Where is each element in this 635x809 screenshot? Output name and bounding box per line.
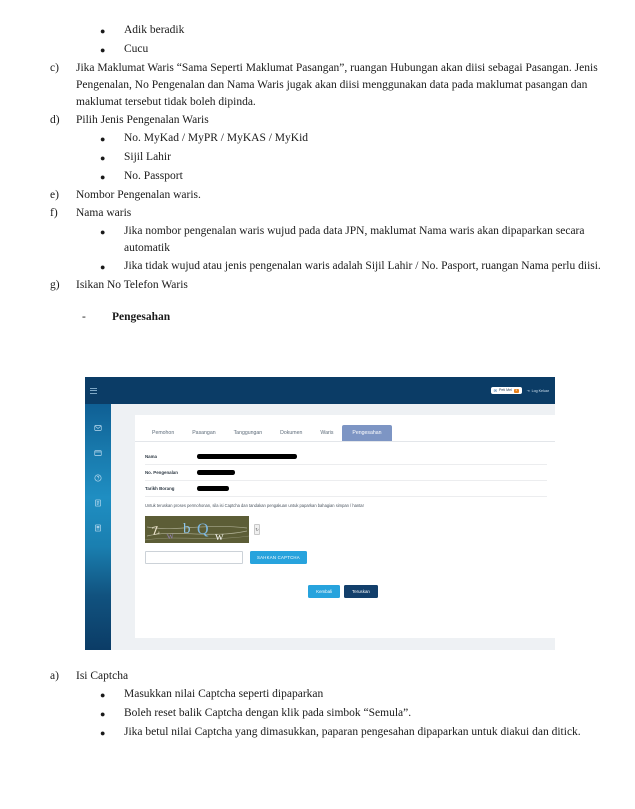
list-item bbox=[34, 60, 601, 111]
document-list-bottom-wrap bbox=[0, 668, 635, 743]
list-item-text: Nama waris bbox=[76, 207, 132, 219]
list-item-text: Pengesahan bbox=[112, 311, 171, 323]
svg-text:w: w bbox=[215, 529, 224, 543]
app-main-area bbox=[111, 404, 555, 650]
list-item bbox=[34, 277, 601, 294]
captcha-row bbox=[145, 516, 555, 543]
list-marker: ● bbox=[100, 690, 106, 700]
field-value-redacted bbox=[197, 486, 229, 491]
list-marker: e) bbox=[50, 189, 59, 201]
list-item-text: Isikan No Telefon Waris bbox=[76, 279, 188, 291]
list-marker: c) bbox=[50, 62, 59, 74]
table-row bbox=[145, 481, 547, 497]
svg-text:w: w bbox=[166, 530, 175, 542]
list-item bbox=[34, 187, 601, 204]
tab-pengesahan[interactable]: Pengesahan bbox=[342, 425, 391, 441]
topbar-actions bbox=[491, 387, 551, 394]
list-item bbox=[34, 205, 601, 222]
list-marker: ● bbox=[100, 172, 106, 182]
field-label: No. Pengenalan bbox=[145, 470, 178, 475]
list-item-text: Pilih Jenis Pengenalan Waris bbox=[76, 114, 209, 126]
list-item bbox=[34, 724, 601, 742]
list-item bbox=[34, 668, 601, 685]
mail-button[interactable] bbox=[491, 387, 522, 394]
list-item-text: Isi Captcha bbox=[76, 670, 129, 682]
list-item-text: Jika Maklumat Waris “Sama Seperti Maklumat Pasangan”, ruangan Hubungan akan diisi sebagai Pasangan. Jenis Pengenalan, No Pengenalan dan Nama Waris jugak akan diisi menggunakan data pada maklumat pasangan dan maklumat tersebut tidak boleh dipinda. bbox=[76, 62, 598, 108]
table-row bbox=[145, 449, 547, 465]
list-item bbox=[34, 309, 601, 326]
tab-tanggungan[interactable]: Tanggungan bbox=[233, 430, 263, 436]
svg-text:b: b bbox=[183, 521, 191, 537]
list-item bbox=[34, 223, 601, 257]
captcha-input-row bbox=[145, 551, 555, 564]
list-marker: ● bbox=[100, 26, 106, 36]
captcha-input[interactable] bbox=[145, 551, 243, 564]
app-sidebar bbox=[85, 404, 111, 650]
mail-badge: 1 bbox=[515, 388, 518, 392]
list-item bbox=[34, 130, 601, 148]
spacer bbox=[34, 295, 601, 309]
list-marker: ● bbox=[100, 709, 106, 719]
list-item bbox=[34, 112, 601, 129]
list-item-text: No. Passport bbox=[124, 170, 183, 182]
list-marker: ● bbox=[100, 153, 106, 163]
list-item-text: Cucu bbox=[124, 43, 149, 55]
tab-pasangan[interactable]: Pasangan bbox=[192, 430, 216, 436]
summary-table bbox=[135, 442, 555, 497]
list-marker: ● bbox=[100, 227, 106, 237]
list-marker: ● bbox=[100, 45, 106, 55]
list-item bbox=[34, 686, 601, 704]
sidebar-item-document[interactable] bbox=[85, 490, 111, 515]
list-item-text: Nombor Pengenalan waris. bbox=[76, 189, 201, 201]
mail-button-label: Peti Mel bbox=[498, 387, 512, 392]
logout-button[interactable] bbox=[527, 389, 551, 393]
list-marker: ● bbox=[100, 262, 106, 272]
list-item-text: Sijil Lahir bbox=[124, 151, 171, 163]
field-value-redacted bbox=[197, 470, 235, 475]
list-item-text: Jika nombor pengenalan waris wujud pada data JPN, maklumat Nama waris akan dipaparkan secara automatik bbox=[124, 225, 585, 254]
field-label: Nama bbox=[145, 454, 157, 459]
list-marker: a) bbox=[50, 670, 59, 682]
refresh-icon[interactable]: ↻ bbox=[254, 524, 260, 535]
list-item-text: Jika tidak wujud atau jenis pengenalan waris adalah Sijil Lahir / No. Pasport, ruangan Nama perlu diisi. bbox=[124, 260, 601, 272]
spacer bbox=[34, 327, 601, 341]
list-item-text: Masukkan nilai Captcha seperti dipaparkan bbox=[124, 688, 324, 700]
verify-captcha-button[interactable]: SAHKAN CAPTCHA bbox=[250, 551, 307, 564]
tab-bar bbox=[135, 415, 555, 442]
document-list-bottom bbox=[34, 668, 601, 742]
mail-icon: ✉ bbox=[493, 387, 497, 393]
list-item-text: Jika betul nilai Captcha yang dimasukkan, paparan pengesahan dipaparkan untuk diakui dan ditick. bbox=[124, 726, 581, 738]
sidebar-item-help[interactable] bbox=[85, 465, 111, 490]
list-item-text: Boleh reset balik Captcha dengan klik pada simbok “Semula”. bbox=[124, 707, 412, 719]
list-item bbox=[34, 168, 601, 186]
tab-pemohon[interactable]: Pemohon bbox=[152, 430, 175, 436]
field-value-redacted bbox=[197, 454, 297, 459]
list-marker: ● bbox=[100, 134, 106, 144]
app-topbar bbox=[85, 377, 555, 404]
document-list-top bbox=[34, 22, 601, 326]
logout-button-label: Log Keluar bbox=[531, 388, 549, 393]
sidebar-item-form[interactable] bbox=[85, 515, 111, 540]
instruction-text: Untuk teruskan proses permohonan, sila isi Captcha dan tandakan pengakuan untuk paparkan bahagian simpan / hantar bbox=[145, 503, 364, 508]
list-item bbox=[34, 41, 601, 59]
hamburger-icon[interactable] bbox=[90, 386, 97, 395]
logout-icon: ⇥ bbox=[526, 388, 530, 393]
list-item bbox=[34, 705, 601, 723]
embedded-app-screenshot bbox=[85, 377, 555, 650]
list-item-text: Adik beradik bbox=[124, 24, 185, 36]
list-marker: g) bbox=[50, 279, 60, 291]
back-button[interactable]: Kembali bbox=[308, 585, 340, 598]
field-label: Tarikh Borang bbox=[145, 486, 175, 491]
footer-buttons bbox=[145, 585, 555, 598]
list-marker: ● bbox=[100, 728, 106, 738]
list-marker: - bbox=[82, 311, 86, 323]
sidebar-item-dashboard[interactable] bbox=[85, 415, 111, 440]
table-row bbox=[145, 465, 547, 481]
list-item-text: No. MyKad / MyPR / MyKAS / MyKid bbox=[124, 132, 309, 144]
form-card bbox=[135, 415, 555, 638]
tab-waris[interactable]: Waris bbox=[320, 430, 334, 436]
sidebar-item-folder[interactable] bbox=[85, 440, 111, 465]
svg-text:Z: Z bbox=[150, 522, 161, 538]
document-body bbox=[0, 0, 635, 341]
list-marker: d) bbox=[50, 114, 60, 126]
list-item bbox=[34, 22, 601, 40]
captcha-image bbox=[145, 516, 249, 543]
list-marker: f) bbox=[50, 207, 58, 219]
continue-button[interactable]: Teruskan bbox=[344, 585, 378, 598]
list-item bbox=[34, 149, 601, 167]
list-item bbox=[34, 258, 601, 276]
svg-text:Q: Q bbox=[197, 521, 209, 538]
tab-dokumen[interactable]: Dokumen bbox=[280, 430, 303, 436]
